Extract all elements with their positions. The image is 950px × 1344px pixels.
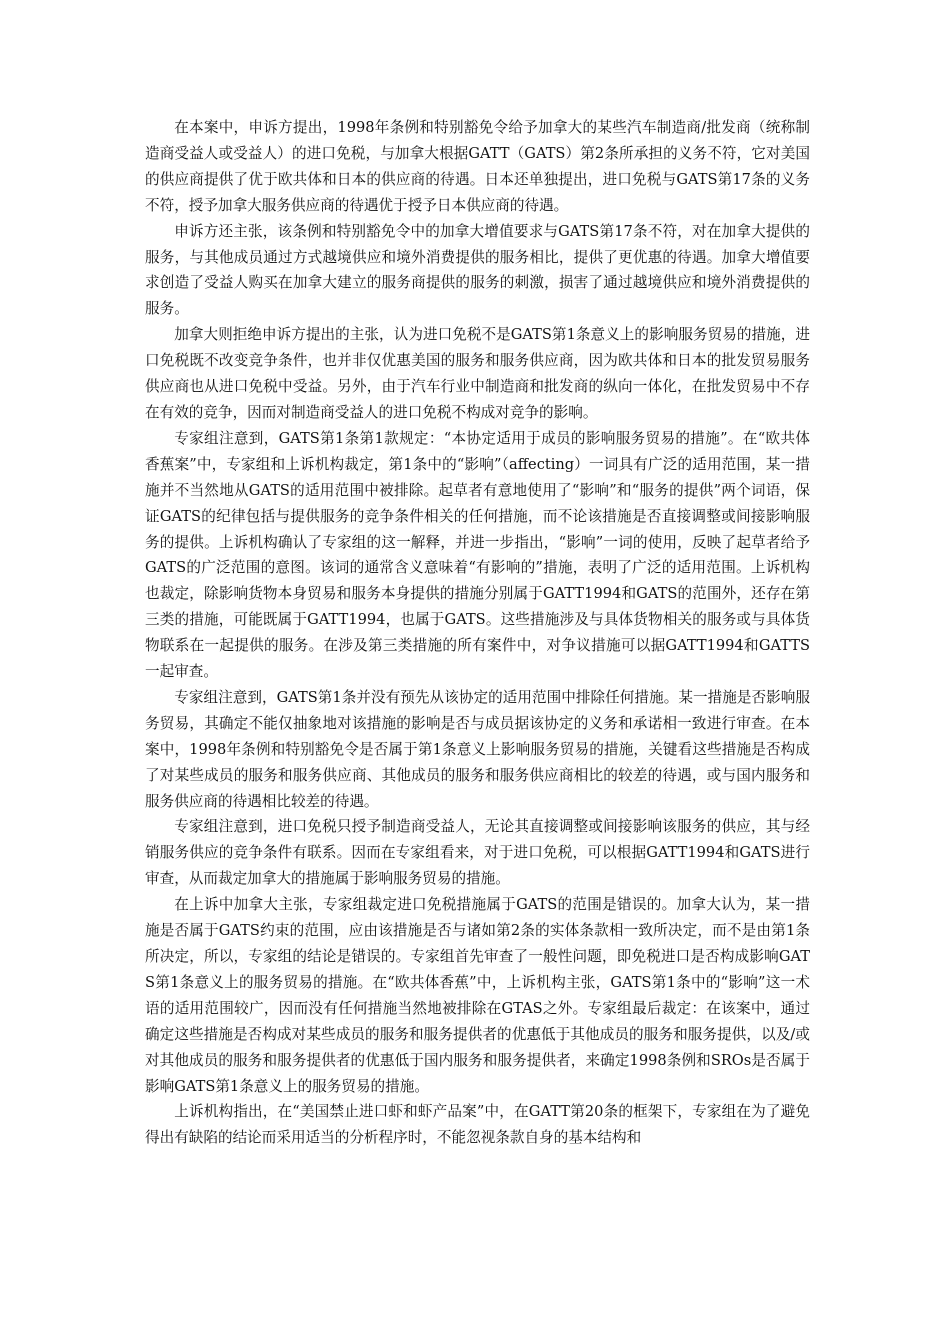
paragraph-3: 加拿大则拒绝申诉方提出的主张，认为进口免税不是GATS第1条意义上的影响服务贸易的措施，进口免税既不改变竞争条件，也并非仅优惠美国的服务和服务供应商，因为欧共体和日本的批发贸易服务供应商也从进口免税中受益。另外，由于汽车行业中制造商和批发商的纵向一体化，在批发贸易中不存在有效的竞争，因而对制造商受益人的进口免税不构成对竞争的影响。 — [145, 326, 810, 421]
paragraph-1: 在本案中，申诉方提出，1998年条例和特别豁免令给予加拿大的某些汽车制造商/批发商（统称制造商受益人或受益人）的进口免税，与加拿大根据GATT（GATS）第2条所承担的义务不符，它对美国的供应商提供了优于欧共体和日本的供应商的待遇。日本还单独提出，进口免税与GATS第17条的义务不符，授予加拿大服务供应商的待遇优于授予日本供应商的待遇。 — [145, 119, 810, 214]
paragraph-8: 上诉机构指出，在“美国禁止进口虾和虾产品案”中，在GATT第20条的框架下，专家组在为了避免得出有缺陷的结论而采用适当的分析程序时，不能忽视条款自身的基本结构和 — [145, 1103, 810, 1147]
paragraph-5: 专家组注意到，GATS第1条并没有预先从该协定的适用范围中排除任何措施。某一措施是否影响服务贸易，其确定不能仅抽象地对该措施的影响是否与成员据该协定的义务和承诺相一致进行审查。在本案中，1998年条例和特别豁免令是否属于第1条意义上影响服务贸易的措施，关键看这些措施是否构成了对某些成员的服务和服务供应商、其他成员的服务和服务供应商相比的较差的待遇，或与国内服务和服务供应商的待遇相比较差的待遇。 — [145, 688, 810, 810]
paragraph-7: 在上诉中加拿大主张，专家组裁定进口免税措施属于GATS的范围是错误的。加拿大认为，某一措施是否属于GATS约束的范围，应由该措施是否与诸如第2条的实体条款相一致所决定，而不是由第1条所决定，所以，专家组的结论是错误的。专家组首先审查了一般性问题，即免税进口是否构成影响GATS第1条意义上的服务贸易的措施。在“欧共体香蕉”中，上诉机构主张，GATS第1条中的“影响”这一术语的适用范围较广，因而没有任何措施当然地被排除在GTAS之外。专家组最后裁定：在该案中，通过确定这些措施是否构成对某些成员的服务和服务提供者的优惠低于其他成员的服务和服务提供，以及/或对其他成员的服务和服务提供者的优惠低于国内服务和服务提供者，来确定1998条例和SROs是否属于影响GATS第1条意义上的服务贸易的措施。 — [145, 896, 810, 1095]
paragraph-6: 专家组注意到，进口免税只授予制造商受益人，无论其直接调整或间接影响该服务的供应，其与经销服务供应的竞争条件有联系。因而在专家组看来，对于进口免税，可以根据GATT1994和GATS进行审查，从而裁定加拿大的措施属于影响服务贸易的措施。 — [145, 818, 810, 888]
paragraph-2: 申诉方还主张，该条例和特别豁免令中的加拿大增值要求与GATS第17条不符，对在加拿大提供的服务，与其他成员通过方式越境供应和境外消费提供的服务相比，提供了更优惠的待遇。加拿大增值要求创造了受益人购买在加拿大建立的服务商提供的服务的刺激，损害了通过越境供应和境外消费提供的服务。 — [145, 222, 810, 318]
paragraph-4: 专家组注意到，GATS第1条第1款规定：“本协定适用于成员的影响服务贸易的措施”。在“欧共体香蕉案”中，专家组和上诉机构裁定，第1条中的“影响”（affecting）一词具有广泛的适用范围，某一措施并不当然地从GATS的适用范围中被排除。起草者有意地使用了“影响”和“服务的提供”两个词语，保证GATS的纪律包括与提供服务的竞争条件相关的任何措施，而不论该措施是否直接调整或间接影响服务的提供。上诉机构确认了专家组的这一解释，并进一步指出，“影响”一词的使用，反映了起草者给予GATS的广泛范围的意图。该词的通常含义意味着“有影响的”措施，表明了广泛的适用范围。上诉机构也裁定，除影响货物本身贸易和服务本身提供的措施分别属于GATT1994和GATS的范围外，还存在第三类的措施，可能既属于GATT1994，也属于GATS。这些措施涉及与具体货物相关的服务或与具体货物联系在一起提供的服务。在涉及第三类措施的所有案件中，对争议措施可以据GATT1994和GATTS一起审查。 — [145, 429, 810, 681]
document-body — [145, 115, 810, 1151]
